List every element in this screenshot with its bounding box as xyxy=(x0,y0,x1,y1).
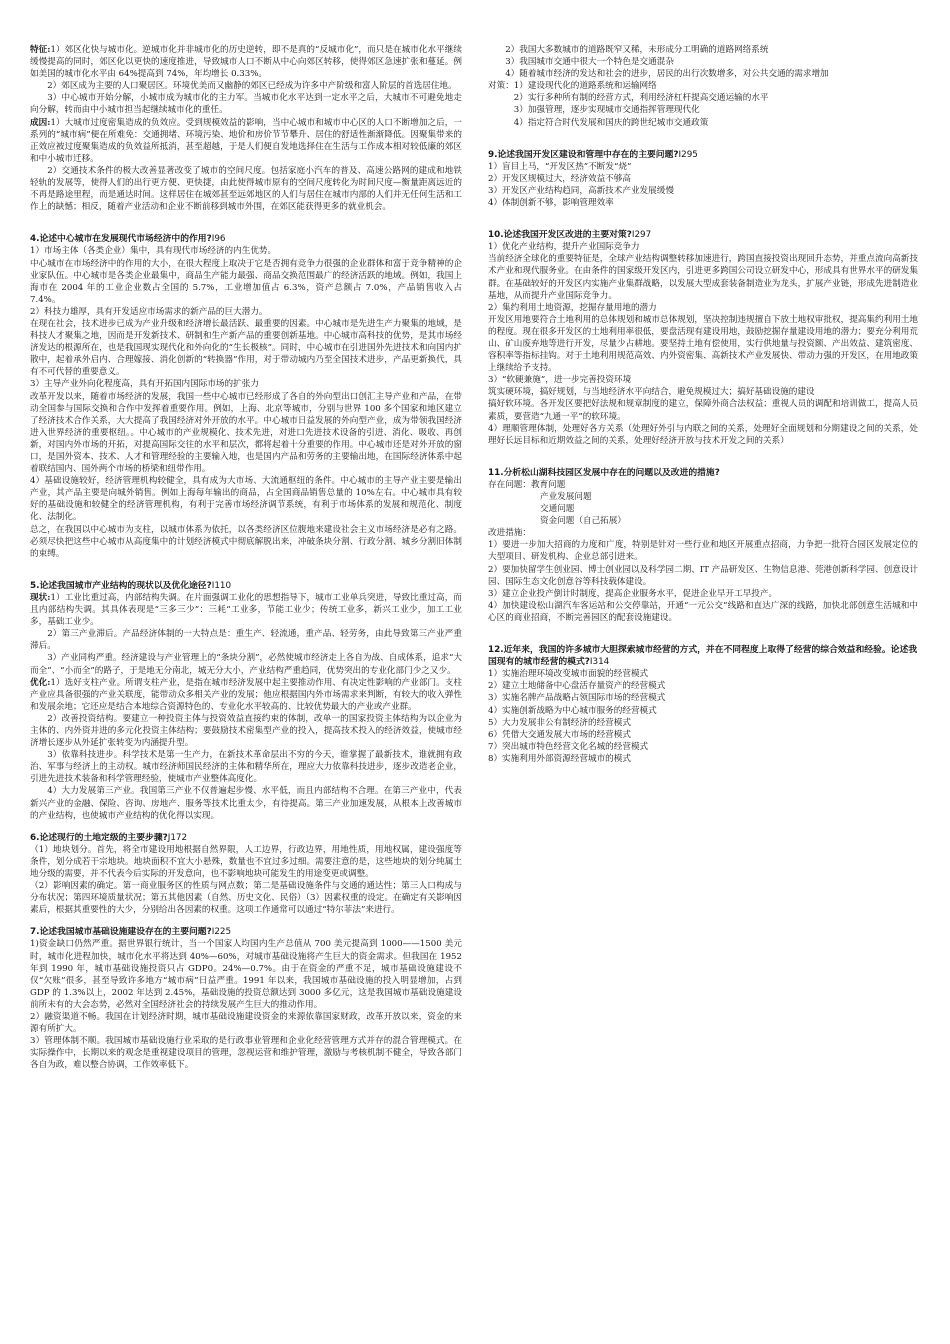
section-title xyxy=(488,467,918,479)
title-text: 6.论述现行的土地定级的主要步骤? xyxy=(30,832,168,843)
paragraph xyxy=(30,628,462,652)
paragraph: 4）体制创新不够，影响管理效率 xyxy=(488,198,614,209)
paragraph: （1）地块划分。首先，将全市建设用地根据自然界限，人工边界，行政边界，用地性质，用地权属，建设强度等条件，划分成若干宗地块。地块面积不宜大小悬殊，数量也不宜过多过细。需要注意的是，这些地块的划分纯属土地分级的需要，并不代表今后实际的开发意向，也不影响地块可能发生的用途变更或调整。 xyxy=(30,844,462,879)
paragraph: 开发区用地要符合土地利用的总体规划和城市总体规划，坚决控制违规擅自下放土地权审批权，提高集约利用土地的程度。现在很多开发区的土地利用率很低，要盘活现有建设用地，鼓励挖掘存量建设用地的潜力；要充分利用荒山、矿山废弃地等进行开发，尽量少占耕地。要坚持土地有偿使用，实行供地量与投资额、产出效益、建筑密度、容积率等指标挂钩。对于土地利用规范高效、内外资密集、高新技术产业发展快、带动力强的开发区，在用地政策上继续给予支持。 xyxy=(488,314,918,374)
page-ref: I295 xyxy=(678,149,698,160)
section-title xyxy=(488,149,918,161)
paragraph: 2）开发区规模过大，经济效益不够高 xyxy=(488,173,631,184)
section-suburbanization xyxy=(30,44,462,213)
paragraph: 3）开发区产业结构趋同，高新技术产业发展缓慢 xyxy=(488,185,674,196)
paragraph xyxy=(30,165,462,213)
paragraph: 3）“软硬兼施”，进一步完善投资环境 xyxy=(488,375,632,386)
paragraph: 3）管理体制不顺。我国城市基础设施行业采取的是行政事业管理和企业化经营管理方式并存的混合管理模式。在实际操作中，长期以来的观念是重视建设项目的管理，忽视运营和维护管理，激励与考核机制不健全，导致各部门各自为政，难以整合协调，工作效率低下。 xyxy=(30,1036,462,1071)
section-title xyxy=(30,233,462,245)
para-text: 2）改善投资结构。要建立一种投资主体与投资效益直接约束的体制，改单一的国家投资主体结构为以企业为主体的、内外资并进的多元化投资主体结构；要鼓励技术密集型产业的投入，提高技术投入的经济效益，使城市经济增长逐步从外延扩张转变为内涵提升型。 xyxy=(30,713,462,749)
problem-item xyxy=(488,491,918,503)
para-text: 1）郊区化快与城市化。逆城市化并非城市化的历史逆转，即不是真的“反城市化”，而只是在城市化水平继续缓慢提高的同时，郊区化以更快的速度推进，导致城市人口不断从中心向郊区转移，使得郊区急速扩张和蔓延。例如美国的城市化水平由 64%提高到 74%，年均增长 0.33%。 xyxy=(30,45,462,80)
measures-lead: 改进措施： xyxy=(488,528,531,539)
paragraph xyxy=(488,92,918,104)
paragraph: 1）盲目上马，“开发区热”不断发“烧” xyxy=(488,161,632,172)
list-item: 5）大力发展非公有制经济的经营模式 xyxy=(488,717,631,728)
para-text: 2）我国大多数城市的道路既窄又稀，未形成分工明确的道路网络系统 xyxy=(505,45,769,55)
para-text: 3）中心城市开始分解，小城市成为城市化的主力军。当城市化水平达到一定水平之后，大城市不可避免地走向分解，转而由中小城市担当起继续城市化的重任。 xyxy=(30,93,462,116)
list-item: 1）实施治理环境改变城市面貌的经营模式 xyxy=(488,669,649,680)
para-text: 4）大力发展第三产业。我国第三产业不仅普遍起步慢、水平低，而且内部结构不合理。在第三产业中，代表新兴产业的金融、保险、咨询、房地产、服务等技术比重太少，有待提高。第三产业加速发展，从根本上改善城市的产业结构，也使城市产业结构的优化得以实现。 xyxy=(30,786,462,821)
paragraph: 2）要加快留学生创业园、博士创业园以及科学园二期、IT 产品研发区、生物信息港、莞港创新科学园、创意设计园、国际生态文化创意谷等科技载体建设。 xyxy=(488,564,918,587)
paragraph: 搞好软环境。各开发区要把好法规和规章制度的建立，保障外商合法权益；重视人员的调配和培训做工，提高人员素质，要营造“九通一平”的软环境。 xyxy=(488,399,918,422)
page-ref: I225 xyxy=(211,927,232,938)
problem-item xyxy=(488,503,918,515)
paragraph: 4）理顺管理体制，处理好各方关系（处理好外引与内联之间的关系，处理好全面规划和分期建设之间的关系，处理好长远目标和近期效益之间的关系，处理好经济开放与技术开发之间的关系） xyxy=(488,423,918,446)
problem-item xyxy=(488,479,918,491)
paragraph xyxy=(488,56,918,68)
section-9 xyxy=(488,149,918,209)
paragraph: 当前经济全球化的重要特征是，全球产业结构调整转移加速进行，跨国直接投资出现回升态势，并重点流向高新技术产业和现代服务业。在由条件的国家级开发区内，引进更多跨国公司设立研发中心，形成具有世界水平的研发集群。在基础较好的开发区内实施产业集群战略，以发展大型成套装备制造业为龙头，扩展产业链，形成先进制造业基地，从而提升产业国际竞争力。 xyxy=(488,254,918,301)
para-text: 1）选好支柱产业。所谓支柱产业，是指在城市经济发展中起主要推动作用、有决定性影响的产业部门。支柱产业应具备很强的产业关联度，能带动众多相关产业的发展；他应根据国内外市场需求来判断，有较大的收入弹性和发展余地；它还应是结合本地综合资源特色的、专业化水平较高的、比较优势最大的产业或产业群。 xyxy=(30,677,462,712)
paragraph: 3）主导产业外向化程度高，具有开拓国内国际市场的扩张力 xyxy=(30,379,259,390)
para-text: 4）指定符合时代发展和国庆的跨世纪城市交通政策 xyxy=(513,117,709,128)
page-ref: I314 xyxy=(589,657,610,668)
paragraph: 4）基础设施较好，经济管理机构较健全，具有成为大市场、大流通枢纽的条件。中心城市的主导产业主要是输出产业，其产品主要是向城外销售。例如上海每年输出的商品，占全国商品销售总量的 10%左右。中心城市具有较好的基础设施和较健全的经济管理机构，有利于完善市场经济调节系统，有利于市场体系的发展和规范化、制度化、法制化。 xyxy=(30,476,462,523)
paragraph xyxy=(488,68,918,80)
section-12 xyxy=(488,644,918,765)
section-title xyxy=(30,926,462,938)
paragraph: 在现在社会，技术进步已成为产业升级和经济增长最活跃、最重要的因素。中心城市是先进生产力聚集的地域，是科技人才聚集之地，因而是开发新技术、研制和生产新产品的重要创新基地。中心城市高科技的优势，是其市场经济发达的根源所在，也是我国现实现代化和外向化的“生长极核”。同时，中心城市在引进国外先进技术和向国内扩散中，起着承外启内、合理嫁接、消化创新的“转换器”作用，对于带动城内乃至全国技术进步，产品更新换代，具有不可代替的重要意义。 xyxy=(30,318,462,378)
section-title xyxy=(30,580,462,592)
list-item: 7）突出城市特色经营文化名城的经营模式 xyxy=(488,741,649,752)
para-text: 4）随着城市经济的发达和社会的进步，居民的出行次数增多，对公共交通的需求增加 xyxy=(505,69,829,80)
title-text: 11.分析松山湖科技园区发展中存在的问题以及改进的措施? xyxy=(488,467,720,478)
paragraph: 2）集约利用土地资源，挖掘存量用地的潜力 xyxy=(488,302,657,313)
page-ref: J172 xyxy=(167,832,188,843)
problem-text: 交通问题 xyxy=(540,504,575,515)
para-text: 1）大城市过度密集造成的负效应。受到规模效益的影响，当中心城市和城市中心区的人口不断增加之后，一系列的“城市病”便在所难免：交通拥堵、环境污染、地价和房价节节攀升、居住的舒适性渐渐降低。因聚集带来的正效应被过度聚集造成的负效益所抵消，甚至超越，于是人们便自发地选择住在生活与工作成本相对较低廉的郊区和中小城市迁移。 xyxy=(30,117,462,164)
list-item: 6）凭借大交通发展大市场的经营模式 xyxy=(488,729,631,740)
para-text: 2）第三产业滞后。产品经济体制的一大特点是：重生产、轻流通，重产品、轻劳务，由此导致第三产业严重滞后。 xyxy=(30,629,462,652)
paragraph: （2）影响因素的确定。第一商业服务区的性质与网点数；第二是基础设施条件与交通的通达性；第三人口构成与分布状况；第四环境质量状况；第五其他因素（自然、历史文化、民俗）（3）因素权重的设定。在确定有关影响因素后，根据其重要性的大少，分别给出各因素的权重。这项工作通常可以通过“特尔菲法”来进行。 xyxy=(30,881,462,916)
paragraph: 对策：1）建设现代化的道路系统和运输网络 xyxy=(488,81,657,92)
title-text: 7.论述我国城市基础设施建设存在的主要问题? xyxy=(30,927,212,938)
paragraph xyxy=(488,104,918,116)
title-text: 4.论述中心城市在发展现代市场经济中的作用? xyxy=(30,234,212,245)
paragraph xyxy=(30,749,462,785)
para-lead: 成因: xyxy=(30,117,51,128)
section-4 xyxy=(30,233,462,560)
paragraph xyxy=(30,92,462,116)
paragraph: 1)资金缺口仍然严重。据世界银行统计，当一个国家人均国内生产总值从 700 美元提高到 1000——1500 美元时，城市化进程加快，城市化水平将达到 40%—60%，对城市基础设施将产生巨大的资金需求。但我国在 1952 年到 1990 年，城市基础设施投资只占 GDP0。24%—0.7%。由于在资金的严重不足，城市基础设施建设不仅“欠账”很多，甚至导致许多地方“城市病”日益严重。1991 年以来，我国城市基础设施的投入明显增加，占到 GDP 的 1.3%以上，2002 年达到 2.45%，基础设施的投资总额达到 3000 多亿元，这是我国城市基础设施建设前所未有的大会态势，必然对全国经济社会的持续发展产生巨大的推动作用。 xyxy=(30,939,462,1010)
para-lead: 优化: xyxy=(30,677,51,688)
title-text: 12.近年来，我国的许多城市大胆探索城市经营的方式，并在不同程度上取得了经营的综合效益和经验。论述我国现有的城市经营的模式? xyxy=(488,645,918,668)
para-text: 1）工业比重过高，内部结构失调。在片面强调工业化的思想指导下，城市工业单兵突进，导致比重过高，而且内部结构失调。其具体表现是“三多三少”：三耗“工业多，节能工业少；传统工业多，新兴工业少，加工工业多，基础工业少。 xyxy=(30,592,462,628)
para-text: 2）郊区成为主要的人口聚居区。环境优美而又幽静的郊区已经成为许多中产阶级和富人阶层的首选居住地。 xyxy=(47,81,457,92)
section-5 xyxy=(30,580,462,822)
paragraph xyxy=(488,117,918,129)
paragraph xyxy=(30,80,462,92)
paragraph xyxy=(488,44,918,56)
paragraph xyxy=(30,592,462,628)
paragraph: 2）融资渠道不畅。我国在计划经济时期，城市基础设施建设资金的来源依靠国家财政，改革开放以来，资金的来源有所扩大。 xyxy=(30,1012,462,1035)
title-text: 10.论述我国开发区改进的主要对策? xyxy=(488,230,632,241)
section-title xyxy=(488,644,918,668)
para-text: 2）实行多种所有制的经营方式，利用经济杠杆提高交通运输的水平 xyxy=(513,93,769,104)
section-6 xyxy=(30,832,462,917)
problem-item xyxy=(488,515,918,527)
problem-text: 资金问题（自己拓展） xyxy=(540,516,626,527)
para-lead: 特征: xyxy=(30,45,51,55)
title-text: 9.论述我国开发区建设和管理中存在的主要问题? xyxy=(488,149,679,160)
paragraph xyxy=(30,44,462,80)
section-7 xyxy=(30,926,462,1071)
list-item: 8）实施利用外部资源经营城市的模式 xyxy=(488,753,631,764)
paragraph: 改革开发以来，随着市场经济的发展，我国一些中心城市已经形成了各自的外向型出口创汇主导产业和产品，在带动全国参与国际交换和合作中发挥着重要作用。例如，上海、北京等城市，分别与世界 100 多个国家和地区建立了经济技术合作关系，大大提高了我国经济对外开放的水平。中心城市日益发展的外向型产业，成为带领我国经济进入世界经济的重要枢纽。。中心城市的产业规模化、技术先进，对进口先进技术设备的引进、消化、吸收、再创新，对国内外市场的开拓，对提高国际交往的水平和层次，都将起着十分重要的作用。中心城市还是对外开放的窗口，是国外资本、技术、人才和管理经验的主要输入地，也是国内产品和劳务的主要输出地，在国际经济体系中起着联结国内、国外两个市场的桥梁和纽带作用。 xyxy=(30,391,462,475)
problem-text: 教育问题 xyxy=(530,479,566,490)
right-column xyxy=(488,44,918,765)
para-text: 3）依靠科技进步。科学技术是第一生产力，在新技术革命层出不穷的今天，谁掌握了最新技术，谁就拥有政治、军事与经济上的主动权。城市经济师国民经济的主体和精华所在，理应大力依靠科技进步，逐步改造老企业，引进先进技术装备和科学管理经验，使城市产业整体高度化。 xyxy=(30,750,462,785)
para-text: 3）我国城市交通中很大一个特色是交通混杂 xyxy=(505,57,674,68)
paragraph xyxy=(30,677,462,713)
paragraph xyxy=(30,652,462,676)
paragraph xyxy=(30,713,462,749)
para-text: 3）产业同构严重。经济建设与产业管理上的“条块分割”，必然使城市经济走上各自为战、自成体系，追求“大而全”、“小而全”的路子，于是地无分南北，城无分大小，产业结构严重趋同，优势突出的专业化部门少之又少。 xyxy=(30,653,462,676)
section-8-cont xyxy=(488,44,918,129)
paragraph: 1）优化产业结构，提升产业国际竞争力 xyxy=(488,242,640,253)
list-item: 3）实施名牌产品战略占领国际市场的经营模式 xyxy=(488,693,666,704)
page-ref: I110 xyxy=(211,580,232,591)
paragraph: 总之，在我国以中心城市为支柱，以城市体系为依托，以各类经济区位腹地来建设社会主义市场经济是必有之路。必须尽快把这些中心城市从高度集中的计划经济模式中彻底解脱出来，冲破条块分割、行政分割、城乡分割旧体制的束缚。 xyxy=(30,524,462,559)
problems-lead: 存在问题： xyxy=(488,479,531,490)
list-item: 2）建立土地储备中心盘活存量资产的经营模式 xyxy=(488,681,666,692)
para-lead: 现状: xyxy=(30,592,51,603)
problem-text: 产业发展问题 xyxy=(540,492,592,502)
paragraph: 3）建立企业投产倒计时制度，提高企业服务水平，促进企业早开工早投产。 xyxy=(488,588,778,599)
list-item: 4）实施创新战略为中心城市服务的经营模式 xyxy=(488,705,657,716)
paragraph: 2）科技力雄厚，具有开发适应市场需求的新产品的巨大潜力。 xyxy=(30,306,268,317)
para-text: 2）交通技术条件的极大改善显著改变了城市的空间尺度。包括家庭小汽车的普及、高速公路网的建成和地铁轻轨的发展等，使得人们的出行更方便、更快捷，由此使得城市原有的空间尺度转化为时间尺度—衡量距离远近的不再是路途里程，而是通达时间。这样居住在城郊甚至远郊地区的人们与居住在城市内部的人们并无任何生活和工作上的缺憾；相反，随着产业活动和企业不断前移到城市外围，在郊区能获得更多的就业机会。 xyxy=(30,165,462,213)
title-text: 5.论述我国城市产业结构的现状以及优化途径? xyxy=(30,580,212,591)
section-title xyxy=(488,229,918,241)
paragraph xyxy=(30,117,462,165)
section-10 xyxy=(488,229,918,447)
paragraph: 1）要进一步加大招商的力度和广度，特别是针对一些行业和地区开展重点招商，力争把一批符合园区发展定位的大型项目、研发机构、企业总部引进来。 xyxy=(488,540,918,563)
section-11 xyxy=(488,467,918,624)
paragraph: 中心城市在市场经济中的作用的大小，在很大程度上取决于它是否拥有竞争力很强的企业群体和富于竞争精神的企业家队伍。中心城市是各类企业最集中，商品生产能力最强、商品交换范围最广的经济活跃的地域。例如，我国上海市在 2004 年的工业企业数占全国的 5.7%，工业增加值占 6.3%，资产总额占 7.0%，产品销售收入占 7.4%。 xyxy=(30,258,462,305)
left-column xyxy=(30,44,462,1072)
paragraph: 筑实硬环境，搞好规划，与当地经济水平向结合，避免规模过大；搞好基础设施的建设 xyxy=(488,387,815,398)
paragraph: 1）市场主体（各类企业）集中，具有现代市场经济的内生优势。 xyxy=(30,246,277,257)
page-ref: I96 xyxy=(211,234,226,245)
page-ref: I297 xyxy=(631,230,652,241)
paragraph: 4）加快建设松山湖汽车客运站和公交停靠站，开通“一元公交”线路和直达广深的线路，加快北部创意生活城和中心区的商业招商，不断完善园区的配套设施建设。 xyxy=(488,600,918,623)
section-title xyxy=(30,832,462,844)
paragraph xyxy=(30,785,462,821)
para-text: 3）加强管理，逐步实现城市交通指挥管理现代化 xyxy=(513,105,700,116)
